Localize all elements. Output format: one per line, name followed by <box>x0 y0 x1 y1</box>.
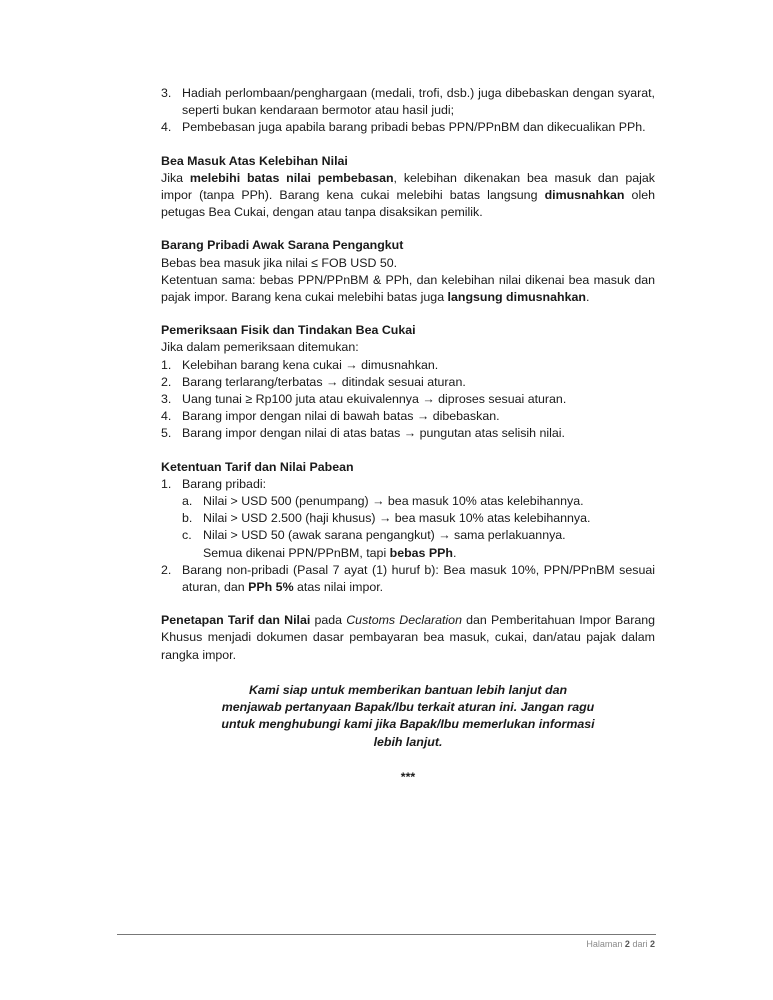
list-text: Barang impor dengan nilai di bawah batas → dibebaskan. <box>182 409 500 424</box>
tariff-list <box>161 476 655 596</box>
text-run: Jika <box>161 170 190 185</box>
list-text: Hadiah perlombaan/penghargaan (medali, trofi, dsb.) juga dibebaskan dengan syarat, seperti bukan kendaraan bermotor atau hasil judi; <box>182 86 655 118</box>
text-run: Semua dikenai PPN/PPnBM, tapi <box>203 545 390 560</box>
section-excess-value <box>161 153 655 222</box>
text-run: , kelebihan dikenakan bea masuk dan pajak impor (tanpa PPh). Barang kena cukai melebihi batas langsung <box>161 170 655 203</box>
text-run: oleh petugas Bea Cukai, dengan atau tanpa disaksikan pemilik. <box>161 188 655 220</box>
current-page-number: 2 <box>624 939 630 949</box>
sub-list-letter: b. <box>182 511 193 526</box>
text-run: atas nilai impor. <box>293 580 384 595</box>
text-run: pada <box>310 613 347 628</box>
section-inspection <box>161 322 655 442</box>
text-run: Ketentuan sama: bebas PPN/PPnBM & PPh, dan kelebihan nilai dikenai bea masuk dan pajak impor. Barang kena cukai melebihi batas juga <box>161 272 655 305</box>
list-item <box>161 391 655 408</box>
sub-list-note <box>203 545 655 562</box>
sub-list-item <box>182 510 655 527</box>
list-item <box>161 374 655 391</box>
text-run: dan Pemberitahuan Impor Barang Khusus menjadi dokumen dasar pembayaran bea masuk, cukai, dan/atau pajak dalam rangka impor. <box>161 613 655 662</box>
footer-divider <box>117 934 656 935</box>
list-text: Uang tunai ≥ Rp100 juta atau ekuivalennya → diproses sesuai aturan. <box>182 392 567 407</box>
bold-run: dimusnahkan <box>544 188 625 203</box>
list-number: 1. <box>161 476 172 491</box>
list-text: Barang terlarang/terbatas → ditindak sesuai aturan. <box>182 374 466 389</box>
section-crew-goods <box>161 237 655 306</box>
list-text: Pembebasan juga apabila barang pribadi bebas PPN/PPnBM dan dikecualikan PPh. <box>182 120 646 135</box>
bold-run: melebihi batas nilai pembebasan <box>189 170 394 185</box>
section-paragraph <box>161 170 655 222</box>
text-run: . <box>585 290 590 305</box>
inspection-list <box>161 357 655 443</box>
bold-run: PPh 5% <box>248 580 294 595</box>
list-text: Kelebihan barang kena cukai → dimusnahkan. <box>182 357 439 372</box>
sub-list-text: Nilai > USD 50 (awak sarana pengangkut) → sama perlakuannya. <box>203 528 566 543</box>
list-number: 5. <box>161 426 172 441</box>
sub-list-item <box>182 493 655 510</box>
italic-run: Customs Declaration <box>346 613 462 628</box>
list-item <box>161 425 655 442</box>
section-determination <box>161 612 655 664</box>
list-item <box>161 476 655 562</box>
list-item <box>161 85 655 119</box>
sub-list-letter: a. <box>182 494 193 509</box>
list-number: 4. <box>161 409 172 424</box>
list-item <box>161 357 655 374</box>
section-tariff <box>161 459 655 597</box>
text-run: Barang non-pribadi (Pasal 7 ayat (1) huruf b): Bea masuk 10%, PPN/PPnBM sesuai aturan, dan <box>182 562 655 595</box>
section-line: Bebas bea masuk jika nilai ≤ FOB USD 50. <box>161 255 398 270</box>
list-text: Barang impor dengan nilai di atas batas → pungutan atas selisih nilai. <box>182 426 565 441</box>
footer-label: Halaman <box>586 939 623 949</box>
list-number: 4. <box>161 120 172 135</box>
intro-list <box>161 85 655 137</box>
sub-list-text: Nilai > USD 500 (penumpang) → bea masuk 10% atas kelebihannya. <box>203 494 584 509</box>
list-number: 1. <box>161 357 172 372</box>
list-number: 2. <box>161 562 172 577</box>
list-text: Barang pribadi: <box>182 476 267 491</box>
section-paragraph <box>161 272 655 306</box>
section-heading: Barang Pribadi Awak Sarana Pengangkut <box>161 238 404 253</box>
section-paragraph <box>161 612 655 664</box>
list-number: 2. <box>161 374 172 389</box>
bold-run: bebas PPh <box>389 545 453 560</box>
list-number: 3. <box>161 86 172 100</box>
sub-list <box>182 493 655 562</box>
section-heading: Ketentuan Tarif dan Nilai Pabean <box>161 459 354 474</box>
footer-of: dari <box>632 939 648 949</box>
document-body <box>161 85 655 786</box>
list-item <box>161 408 655 425</box>
total-page-number: 2 <box>649 939 655 949</box>
page-footer <box>586 938 655 950</box>
bold-run: langsung dimusnahkan <box>447 290 586 305</box>
closing-message: Kami siap untuk memberikan bantuan lebih lanjut dan menjawab pertanyaan Bapak/Ibu terkait aturan ini. Jangan ragu untuk menghubungi kami jika Bapak/Ibu memerlukan informasi lebih lanjut. <box>221 682 595 749</box>
list-item <box>161 562 655 596</box>
sub-list-item <box>182 527 655 561</box>
sub-list-letter: c. <box>182 528 192 543</box>
list-number: 3. <box>161 392 172 407</box>
section-line: Jika dalam pemeriksaan ditemukan: <box>161 340 359 355</box>
bold-run: Penetapan Tarif dan Nilai <box>161 613 311 628</box>
end-marker: *** <box>400 769 416 784</box>
section-heading: Bea Masuk Atas Kelebihan Nilai <box>161 153 348 168</box>
section-heading: Pemeriksaan Fisik dan Tindakan Bea Cukai <box>161 323 416 338</box>
text-run: . <box>453 545 457 560</box>
list-item <box>161 119 655 136</box>
sub-list-text: Nilai > USD 2.500 (haji khusus) → bea masuk 10% atas kelebihannya. <box>203 511 591 526</box>
